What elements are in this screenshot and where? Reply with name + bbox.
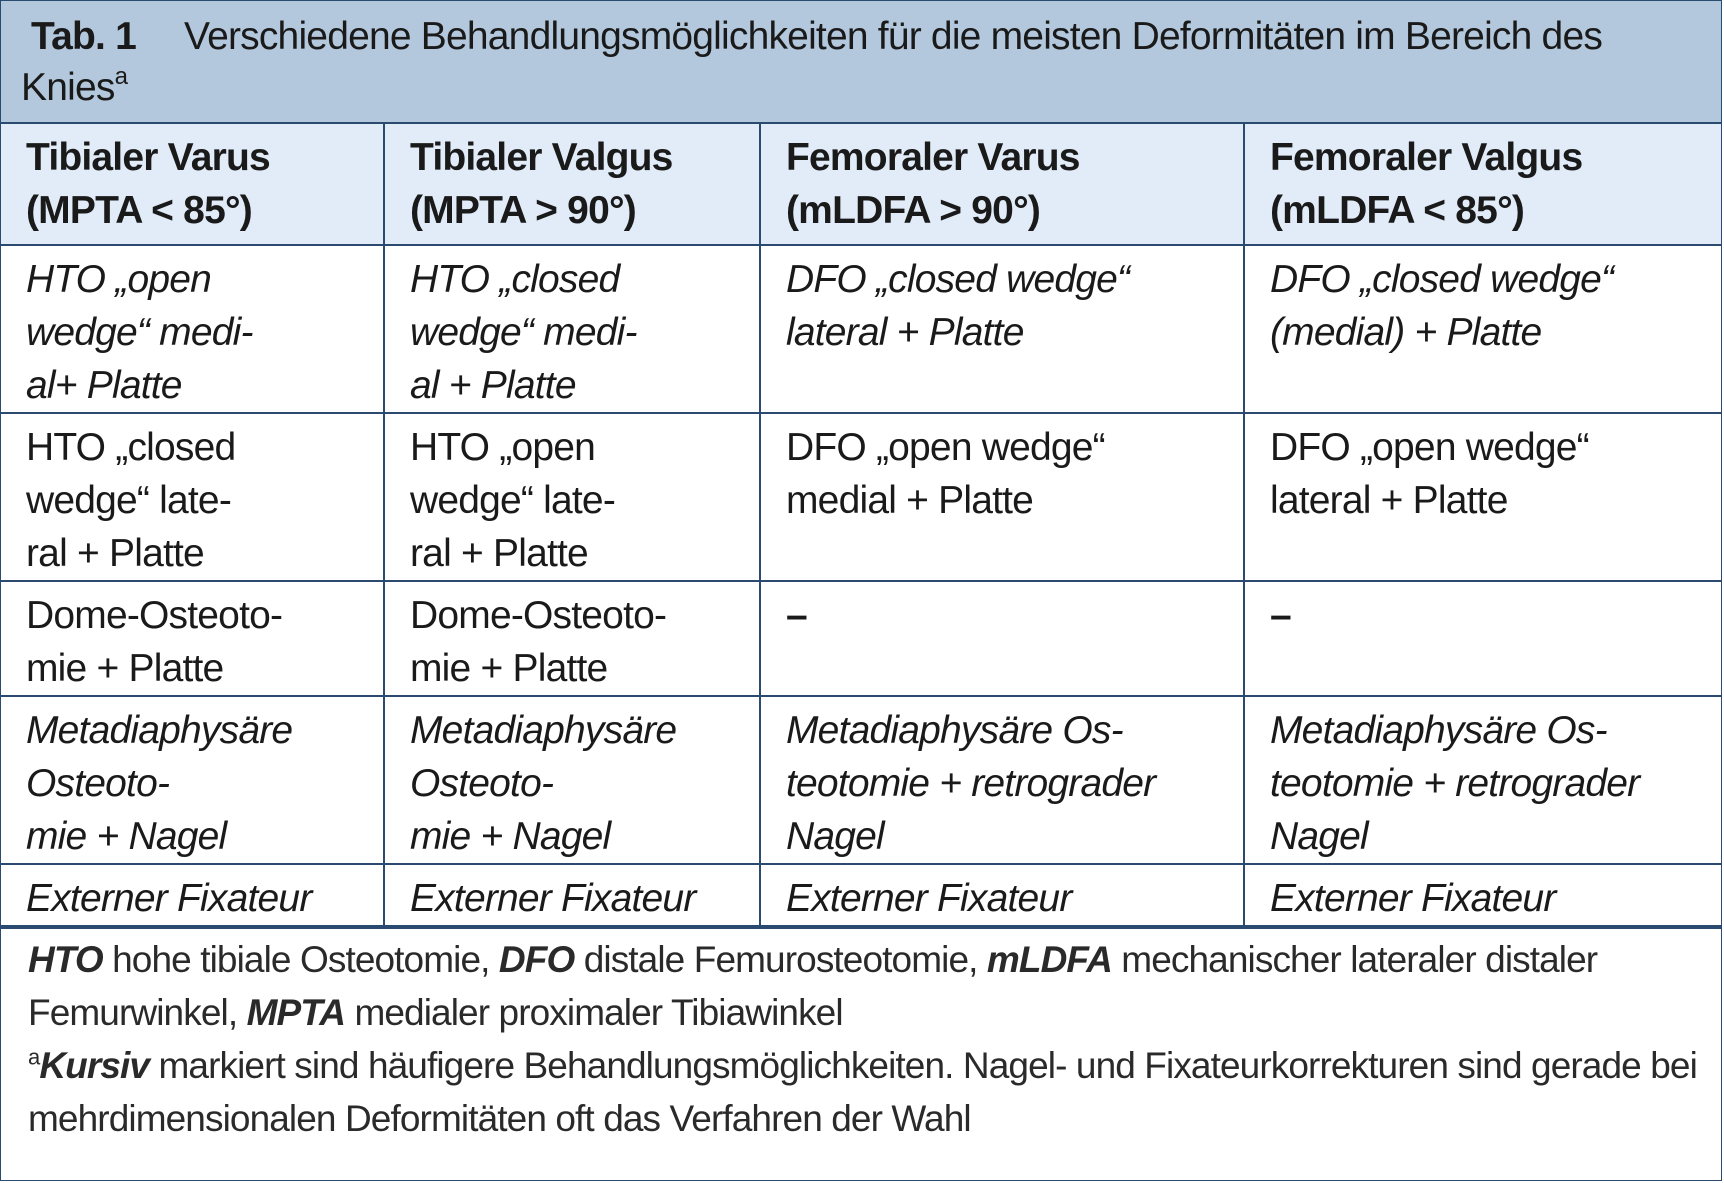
table-caption xyxy=(1,1,1721,124)
table-cell: Externer Fixateur xyxy=(1244,864,1721,926)
table-cell: HTO „closed wedge“ medi- al + Platte xyxy=(384,245,760,413)
column-header-femoral-valgus: Femoraler Valgus (mLDFA < 85°) xyxy=(1244,124,1721,245)
abbreviation-legend: HTO hohe tibiale Osteotomie, DFO distale Femurosteotomie, mLDFA mechanischer lateraler distaler Femurwinkel, MPTA medialer proximaler Tibiawinkel xyxy=(28,939,1598,1033)
table-row xyxy=(1,581,1721,696)
abbr-dfo: DFO xyxy=(498,939,575,980)
table-cell: Externer Fixateur xyxy=(1,864,384,926)
abbr-mldfa: mLDFA xyxy=(986,939,1112,980)
title-footnote-marker: a xyxy=(114,63,128,90)
table-cell: DFO „open wedge“ medial + Platte xyxy=(760,413,1244,581)
table-cell: Externer Fixateur xyxy=(760,864,1244,926)
table-cell: – xyxy=(1244,581,1721,696)
table-cell: Dome-Osteoto- mie + Platte xyxy=(384,581,760,696)
abbr-hto: HTO xyxy=(28,939,103,980)
column-header-femoral-varus: Femoraler Varus (mLDFA > 90°) xyxy=(760,124,1244,245)
header-row xyxy=(1,124,1721,245)
table-cell: Metadiaphysäre Osteoto- mie + Nagel xyxy=(384,696,760,864)
table-cell: HTO „open wedge“ late- ral + Platte xyxy=(384,413,760,581)
table-cell: Metadiaphysäre Os- teotomie + retrograder Nagel xyxy=(760,696,1244,864)
table-cell: – xyxy=(760,581,1244,696)
table-title: Verschiedene Behandlungsmöglichkeiten für die meisten Deformitäten im Bereich des Knies xyxy=(21,15,1603,109)
table-cell: Metadiaphysäre Osteoto- mie + Nagel xyxy=(1,696,384,864)
table-cell: DFO „open wedge“ lateral + Platte xyxy=(1244,413,1721,581)
table-cell: DFO „closed wedge“ lateral + Platte xyxy=(760,245,1244,413)
table-cell: DFO „closed wedge“ (medial) + Platte xyxy=(1244,245,1721,413)
table-number: Tab. 1 xyxy=(31,15,137,58)
table-cell: HTO „closed wedge“ late- ral + Platte xyxy=(1,413,384,581)
note-emphasis: Kursiv xyxy=(39,1045,150,1086)
column-header-tibial-valgus: Tibialer Valgus (MPTA > 90°) xyxy=(384,124,760,245)
abbr-mpta: MPTA xyxy=(246,992,346,1033)
table-cell: Externer Fixateur xyxy=(384,864,760,926)
column-header-tibial-varus: Tibialer Varus (MPTA < 85°) xyxy=(1,124,384,245)
table-footnote xyxy=(1,927,1721,1145)
table-cell: Metadiaphysäre Os- teotomie + retrograder Nagel xyxy=(1244,696,1721,864)
table-row xyxy=(1,864,1721,926)
note-marker: a xyxy=(28,1044,40,1070)
table-cell: HTO „open wedge“ medi- al+ Platte xyxy=(1,245,384,413)
deformity-table xyxy=(1,124,1721,927)
table-row xyxy=(1,245,1721,413)
table-cell: Dome-Osteoto- mie + Platte xyxy=(1,581,384,696)
italic-note: $^a$Kursiv markiert sind häufigere Behandlungsmöglichkeiten. Nagel- und Fixateurkorrekturen sind gerade bei mehrdimensionalen Deformitäten oft das Verfahren der Wahl xyxy=(28,1044,1697,1139)
table-row xyxy=(1,696,1721,864)
table-row xyxy=(1,413,1721,581)
